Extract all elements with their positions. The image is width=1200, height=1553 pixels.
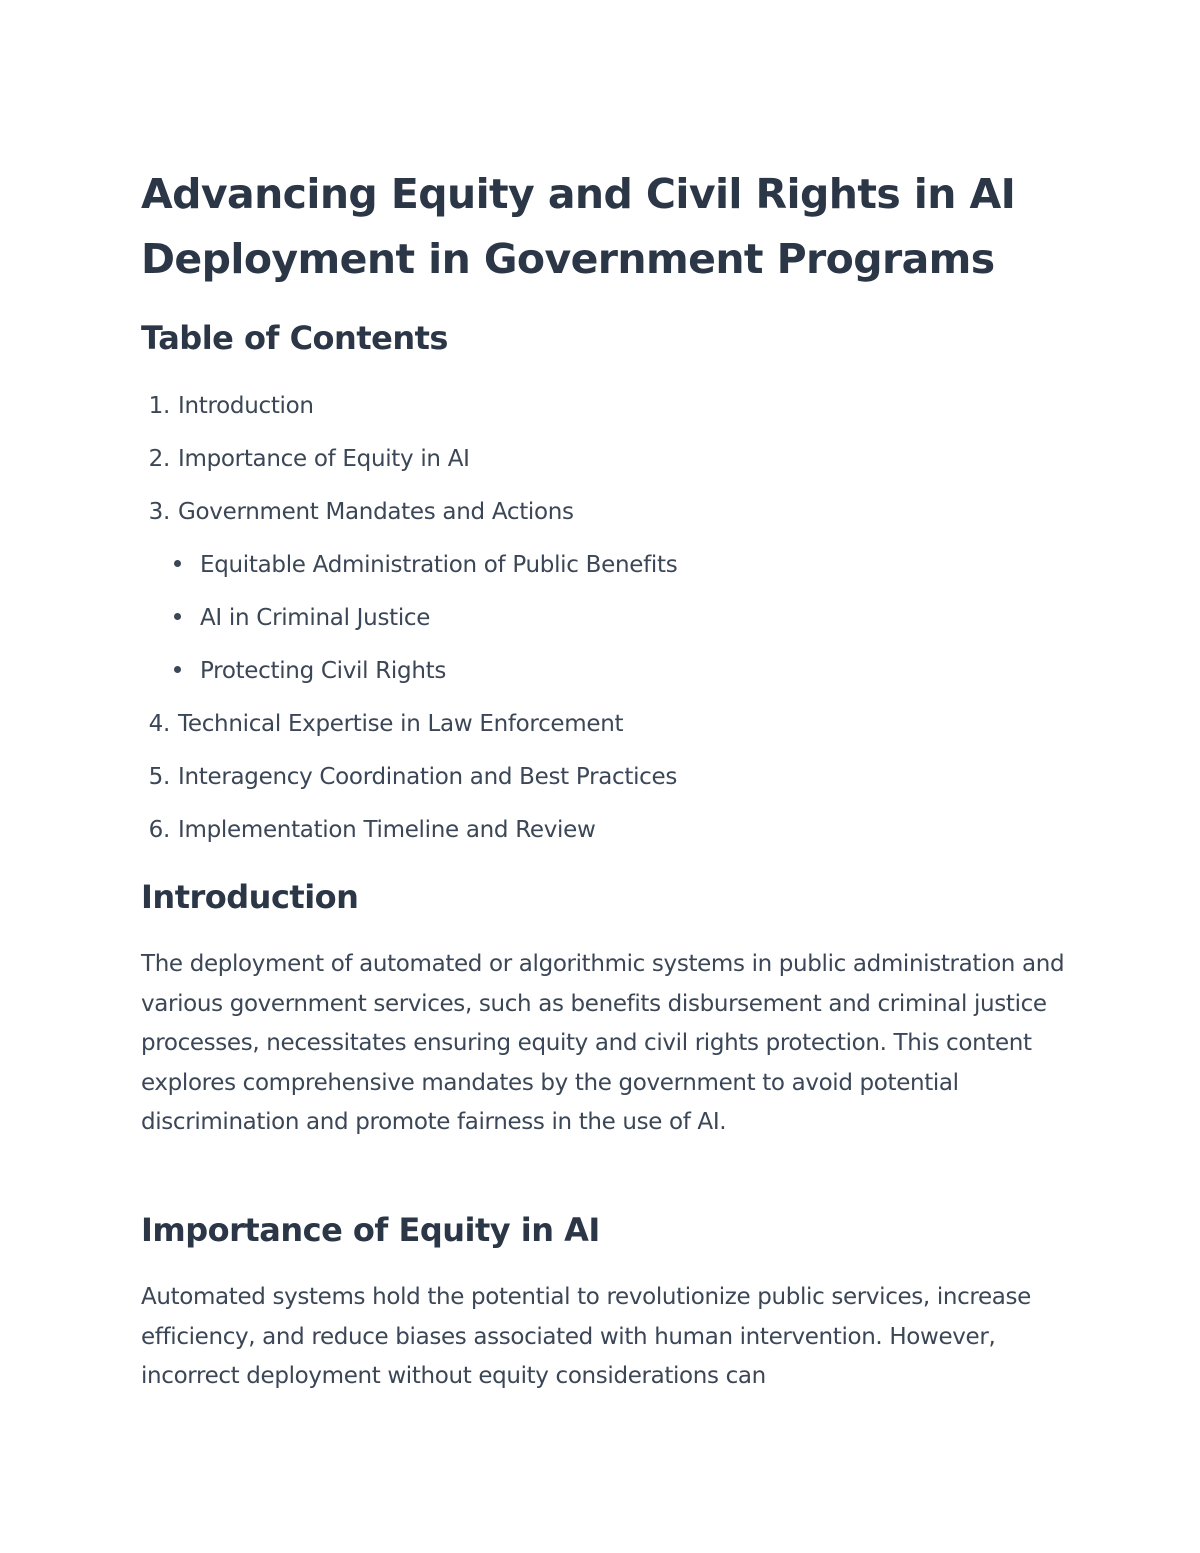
- toc-item-label: Technical Expertise in Law Enforcement: [178, 711, 624, 737]
- toc-item-label: Government Mandates and Actions: [178, 499, 574, 525]
- toc-item-number: 6.: [148, 817, 170, 843]
- table-of-contents: [141, 388, 677, 865]
- toc-item-timeline[interactable]: [141, 812, 677, 865]
- toc-item-number: 2.: [148, 446, 170, 472]
- toc-item-technical-expertise[interactable]: [141, 706, 677, 759]
- toc-subitem-public-benefits[interactable]: [141, 547, 677, 600]
- section-heading-introduction: Introduction: [141, 878, 359, 916]
- section-heading-importance: Importance of Equity in AI: [141, 1211, 600, 1249]
- toc-subitem-label: Protecting Civil Rights: [200, 658, 446, 684]
- bullet-icon: [174, 613, 181, 620]
- section-body-importance: Automated systems hold the potential to revolutionize public services, increase efficiency, and reduce biases associated with human intervention. However, incorrect deployment without equity considerations can: [141, 1284, 1031, 1389]
- toc-item-label: Introduction: [178, 393, 314, 419]
- toc-item-importance[interactable]: [141, 441, 677, 494]
- toc-heading: Table of Contents: [141, 319, 448, 357]
- bullet-icon: [174, 560, 181, 567]
- toc-item-number: 5.: [148, 764, 170, 790]
- toc-item-number: 1.: [148, 393, 170, 419]
- toc-item-label: Implementation Timeline and Review: [178, 817, 596, 843]
- toc-item-interagency[interactable]: [141, 759, 677, 812]
- toc-item-mandates[interactable]: [141, 494, 677, 547]
- toc-item-label: Importance of Equity in AI: [178, 446, 470, 472]
- bullet-icon: [174, 666, 181, 673]
- toc-subitem-label: AI in Criminal Justice: [200, 605, 431, 631]
- toc-item-label: Interagency Coordination and Best Practices: [178, 764, 678, 790]
- toc-item-number: 4.: [148, 711, 170, 737]
- toc-item-introduction[interactable]: [141, 388, 677, 441]
- toc-subitem-criminal-justice[interactable]: [141, 600, 677, 653]
- section-body-introduction: The deployment of automated or algorithmic systems in public administration and various government services, such as benefits disbursement and criminal justice processes, necessitates ensuring equity and civil rights protection. This content explores comprehensive mandates by the government to avoid potential discrimination and promote fairness in the use of AI.: [141, 951, 1065, 1135]
- toc-subitem-label: Equitable Administration of Public Benefits: [200, 552, 678, 578]
- toc-subitem-civil-rights[interactable]: [141, 653, 677, 706]
- document-title: Advancing Equity and Civil Rights in AI Deployment in Government Programs: [141, 170, 1016, 283]
- toc-item-number: 3.: [148, 499, 170, 525]
